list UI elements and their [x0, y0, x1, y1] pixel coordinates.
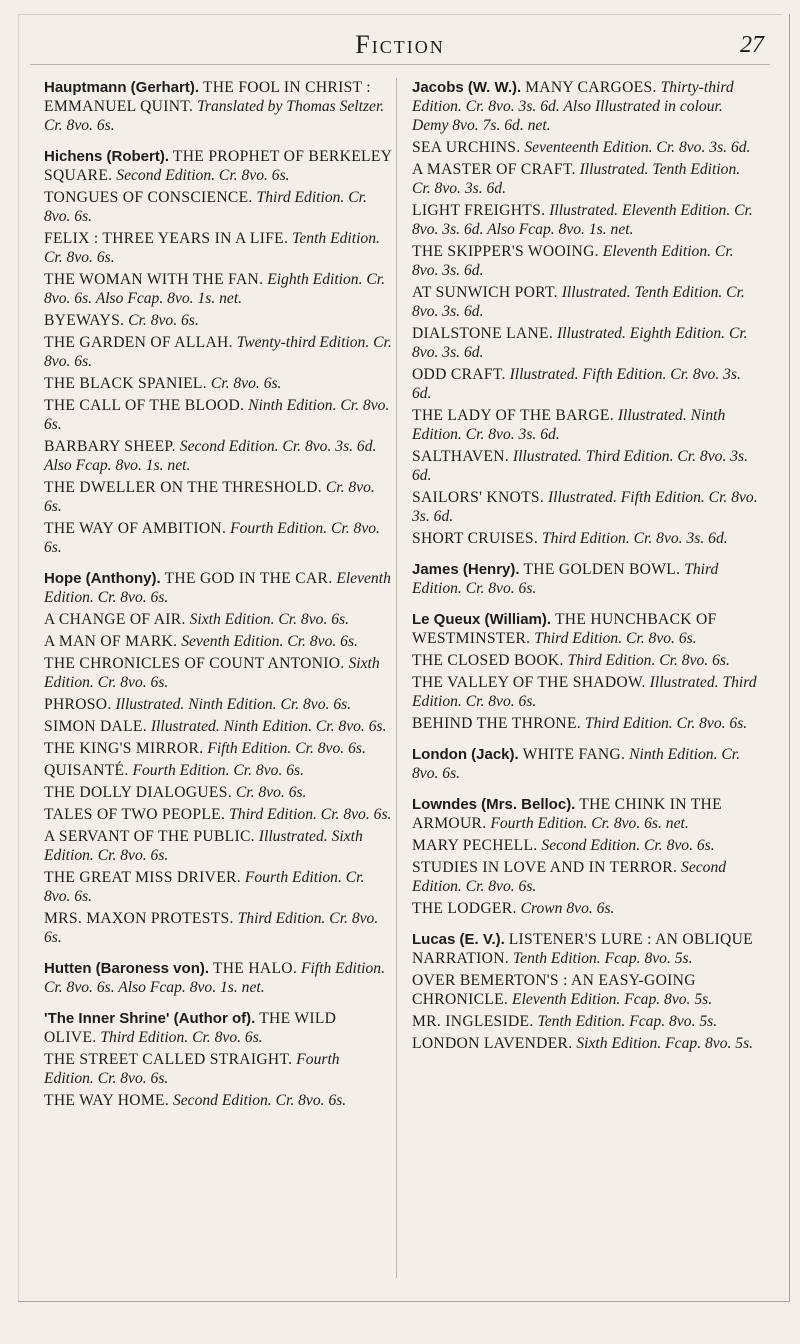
- left-column: [44, 78, 392, 1122]
- book-details: Illustrated. Fifth Edition. Cr. 8vo. 3s. 6d.: [412, 489, 758, 525]
- author-name: Lucas (E. V.).: [412, 931, 505, 948]
- book-title: THE HUNCHBACK OF WESTMINSTER.: [412, 611, 717, 647]
- book-entry: [44, 437, 392, 475]
- header-rule: [30, 64, 770, 65]
- author-name: Le Queux (William).: [412, 611, 552, 628]
- book-entry: [412, 138, 760, 157]
- book-entry: [412, 406, 760, 444]
- book-entry: [44, 478, 392, 516]
- book-entry: [44, 868, 392, 906]
- book-title: THE VALLEY OF THE SHADOW.: [412, 674, 646, 691]
- book-title: THE KING'S MIRROR.: [44, 740, 204, 757]
- book-details: Fourth Edition. Cr. 8vo. 6s.: [44, 520, 380, 556]
- book-details: Crown 8vo. 6s.: [520, 900, 615, 917]
- book-details: Second Edition. Cr. 8vo. 6s.: [116, 167, 290, 184]
- book-details: Second Edition. Cr. 8vo. 6s.: [172, 1092, 347, 1109]
- book-title: LONDON LAVENDER.: [412, 1035, 573, 1052]
- book-title: BARBARY SHEEP.: [44, 438, 176, 455]
- book-entry: [44, 1009, 392, 1047]
- book-details: Cr. 8vo. 6s.: [235, 784, 307, 801]
- book-title: THE CLOSED BOOK.: [412, 652, 564, 669]
- book-details: Ninth Edition. Cr. 8vo. 6s.: [44, 397, 390, 433]
- book-title: FELIX : THREE YEARS IN A LIFE.: [44, 230, 289, 247]
- book-title: THE DWELLER ON THE THRESHOLD.: [44, 479, 322, 496]
- book-title: THE DOLLY DIALOGUES.: [44, 784, 232, 801]
- book-entry: [412, 324, 760, 362]
- right-column: [412, 78, 760, 1065]
- book-entry: [412, 899, 760, 918]
- book-title: WHITE FANG.: [522, 746, 626, 763]
- book-details: Twenty-third Edition. Cr. 8vo. 6s.: [44, 334, 392, 370]
- book-title: THE LADY OF THE BARGE.: [412, 407, 614, 424]
- book-title: AT SUNWICH PORT.: [412, 284, 558, 301]
- book-details: Cr. 8vo. 6s.: [128, 312, 199, 329]
- book-title: ODD CRAFT.: [412, 366, 506, 383]
- book-title: MANY CARGOES.: [525, 79, 657, 96]
- book-entry: [412, 242, 760, 280]
- author-block: [412, 610, 760, 733]
- author-block: [44, 78, 392, 135]
- book-title: SAILORS' KNOTS.: [412, 489, 545, 506]
- book-details: Illustrated. Ninth Edition. Cr. 8vo. 6s.: [150, 718, 387, 735]
- book-title: MRS. MAXON PROTESTS.: [44, 910, 234, 927]
- book-details: Fifth Edition. Cr. 8vo. 6s.: [207, 740, 366, 757]
- book-entry: [412, 971, 760, 1009]
- book-title: A SERVANT OF THE PUBLIC.: [44, 828, 255, 845]
- book-entry: [44, 374, 392, 393]
- book-details: Fourth Edition. Cr. 8vo. 6s. net.: [490, 815, 689, 832]
- book-details: Third Edition. Cr. 8vo. 6s.: [412, 561, 719, 597]
- book-details: Illustrated. Eighth Edition. Cr. 8vo. 3s. 6d.: [412, 325, 748, 361]
- book-title: BYEWAYS.: [44, 312, 125, 329]
- book-title: THE LODGER.: [412, 900, 517, 917]
- book-entry: [412, 78, 760, 135]
- column-divider: [396, 78, 397, 1278]
- book-entry: [44, 1050, 392, 1088]
- book-entry: [412, 365, 760, 403]
- book-entry: [412, 447, 760, 485]
- book-title: THE WAY OF AMBITION.: [44, 520, 227, 537]
- book-title: THE GOLDEN BOWL.: [523, 561, 681, 578]
- book-entry: [44, 739, 392, 758]
- book-entry: [44, 827, 392, 865]
- author-name: 'The Inner Shrine' (Author of).: [44, 1010, 256, 1027]
- book-title: THE CHINK IN THE ARMOUR.: [412, 796, 722, 832]
- book-title: THE WOMAN WITH THE FAN.: [44, 271, 264, 288]
- book-title: SEA URCHINS.: [412, 139, 521, 156]
- book-details: Second Edition. Cr. 8vo. 6s.: [412, 859, 727, 895]
- author-name: Hutten (Baroness von).: [44, 960, 210, 977]
- book-title: THE BLACK SPANIEL.: [44, 375, 207, 392]
- book-entry: [44, 311, 392, 330]
- book-details: Illustrated. Tenth Edition. Cr. 8vo. 3s. 6d.: [412, 161, 741, 197]
- book-details: Illustrated. Third Edition. Cr. 8vo. 3s. 6d.: [412, 448, 748, 484]
- left-border: [18, 14, 19, 1302]
- book-entry: [412, 836, 760, 855]
- book-details: Cr. 8vo. 6s.: [44, 479, 375, 515]
- book-details: Third Edition. Cr. 8vo. 6s.: [44, 910, 379, 946]
- top-border: [18, 14, 782, 15]
- book-entry: [44, 654, 392, 692]
- book-title: THE WAY HOME.: [44, 1092, 170, 1109]
- author-name: James (Henry).: [412, 561, 520, 578]
- author-block: [412, 78, 760, 548]
- book-entry: [44, 909, 392, 947]
- book-title: THE CHRONICLES OF COUNT ANTONIO.: [44, 655, 345, 672]
- book-entry: [412, 201, 760, 239]
- book-entry: [412, 1012, 760, 1031]
- book-title: THE GARDEN OF ALLAH.: [44, 334, 233, 351]
- book-details: Fifth Edition. Cr. 8vo. 6s. Also Fcap. 8vo. 1s. net.: [44, 960, 385, 996]
- book-details: Sixth Edition. Fcap. 8vo. 5s.: [576, 1035, 754, 1052]
- book-entry: [44, 1091, 392, 1110]
- page-header: [0, 30, 800, 62]
- book-entry: [412, 1034, 760, 1053]
- book-entry: [412, 930, 760, 968]
- book-entry: [412, 858, 760, 896]
- author-block: [44, 1009, 392, 1110]
- author-block: [412, 560, 760, 598]
- author-name: Hauptmann (Gerhart).: [44, 79, 200, 96]
- book-details: Third Edition. Cr. 8vo. 6s.: [229, 806, 392, 823]
- page-number: 27: [740, 32, 764, 58]
- book-details: Second Edition. Cr. 8vo. 3s. 6d. Also Fcap. 8vo. 1s. net.: [44, 438, 377, 474]
- book-details: Illustrated. Ninth Edition. Cr. 8vo. 3s. 6d.: [412, 407, 726, 443]
- book-title: A CHANGE OF AIR.: [44, 611, 186, 628]
- book-details: Illustrated. Third Edition. Cr. 8vo. 6s.: [412, 674, 757, 710]
- author-block: [412, 930, 760, 1053]
- book-entry: [44, 695, 392, 714]
- book-entry: [412, 529, 760, 548]
- book-title: THE HALO.: [212, 960, 298, 977]
- book-details: Illustrated. Ninth Edition. Cr. 8vo. 6s.: [115, 696, 352, 713]
- book-title: PHROSO.: [44, 696, 112, 713]
- author-name: Hichens (Robert).: [44, 148, 170, 165]
- book-title: LISTENER'S LURE : AN OBLIQUE NARRATION.: [412, 931, 753, 967]
- author-name: London (Jack).: [412, 746, 519, 763]
- book-details: Eleventh Edition. Fcap. 8vo. 5s.: [512, 991, 713, 1008]
- book-details: Illustrated. Fifth Edition. Cr. 8vo. 3s. 6d.: [412, 366, 741, 402]
- book-details: Tenth Edition. Fcap. 8vo. 5s.: [512, 950, 693, 967]
- book-title: THE STREET CALLED STRAIGHT.: [44, 1051, 293, 1068]
- author-block: [44, 569, 392, 947]
- book-title: A MAN OF MARK.: [44, 633, 178, 650]
- book-entry: [44, 229, 392, 267]
- book-title: BEHIND THE THRONE.: [412, 715, 581, 732]
- book-entry: [44, 959, 392, 997]
- book-title: THE FOOL IN CHRIST : EMMANUEL QUINT.: [44, 79, 371, 115]
- book-title: QUISANTÉ.: [44, 762, 129, 779]
- author-name: Jacobs (W. W.).: [412, 79, 522, 96]
- book-details: Eighth Edition. Cr. 8vo. 6s. Also Fcap. 8vo. 1s. net.: [44, 271, 386, 307]
- book-entry: [412, 714, 760, 733]
- book-details: Third Edition. Cr. 8vo. 3s. 6d.: [541, 530, 728, 547]
- book-details: Translated by Thomas Seltzer. Cr. 8vo. 6s.: [44, 98, 385, 134]
- book-entry: [44, 783, 392, 802]
- book-title: TONGUES OF CONSCIENCE.: [44, 189, 253, 206]
- bottom-border: [18, 1301, 790, 1302]
- book-entry: [44, 761, 392, 780]
- book-details: Ninth Edition. Cr. 8vo. 6s.: [412, 746, 741, 782]
- book-entry: [44, 333, 392, 371]
- book-title: A MASTER OF CRAFT.: [412, 161, 576, 178]
- book-entry: [44, 519, 392, 557]
- book-entry: [412, 488, 760, 526]
- book-entry: [412, 283, 760, 321]
- author-block: [44, 147, 392, 557]
- book-details: Sixth Edition. Cr. 8vo. 6s.: [44, 655, 380, 691]
- author-block: [44, 959, 392, 997]
- book-details: Seventh Edition. Cr. 8vo. 6s.: [181, 633, 358, 650]
- author-name: Hope (Anthony).: [44, 570, 161, 587]
- book-details: Illustrated. Eleventh Edition. Cr. 8vo. 3s. 6d. Also Fcap. 8vo. 1s. net.: [412, 202, 753, 238]
- book-entry: [412, 160, 760, 198]
- book-entry: [44, 569, 392, 607]
- book-entry: [412, 673, 760, 711]
- book-title: SHORT CRUISES.: [412, 530, 539, 547]
- book-details: Eleventh Edition. Cr. 8vo. 3s. 6d.: [412, 243, 734, 279]
- book-entry: [44, 717, 392, 736]
- author-name: Lowndes (Mrs. Belloc).: [412, 796, 576, 813]
- book-entry: [412, 795, 760, 833]
- book-title: OVER BEMERTON'S : AN EASY-GOING CHRONICLE.: [412, 972, 696, 1008]
- book-details: Tenth Edition. Fcap. 8vo. 5s.: [537, 1013, 718, 1030]
- book-details: Third Edition. Cr. 8vo. 6s.: [584, 715, 748, 732]
- book-title: SALTHAVEN.: [412, 448, 510, 465]
- author-block: [412, 795, 760, 918]
- book-details: Seventeenth Edition. Cr. 8vo. 3s. 6d.: [524, 139, 751, 156]
- book-entry: [44, 805, 392, 824]
- author-block: [412, 745, 760, 783]
- book-title: MR. INGLESIDE.: [412, 1013, 534, 1030]
- book-details: Eleventh Edition. Cr. 8vo. 6s.: [44, 570, 391, 606]
- book-details: Second Edition. Cr. 8vo. 6s.: [541, 837, 715, 854]
- book-entry: [412, 610, 760, 648]
- book-title: THE GOD IN THE CAR.: [164, 570, 333, 587]
- page-title: Fiction: [355, 30, 445, 59]
- book-details: Thirty-third Edition. Cr. 8vo. 3s. 6d. Also Illustrated in colour. Demy 8vo. 7s. 6d. net.: [412, 79, 734, 134]
- book-entry: [44, 632, 392, 651]
- book-title: LIGHT FREIGHTS.: [412, 202, 546, 219]
- book-details: Third Edition. Cr. 8vo. 6s.: [44, 189, 367, 225]
- book-details: Illustrated. Sixth Edition. Cr. 8vo. 6s.: [44, 828, 363, 864]
- book-title: THE CALL OF THE BLOOD.: [44, 397, 245, 414]
- book-details: Third Edition. Cr. 8vo. 6s.: [534, 630, 697, 647]
- book-title: THE GREAT MISS DRIVER.: [44, 869, 241, 886]
- book-title: STUDIES IN LOVE AND IN TERROR.: [412, 859, 678, 876]
- book-title: DIALSTONE LANE.: [412, 325, 554, 342]
- book-entry: [412, 651, 760, 670]
- book-details: Cr. 8vo. 6s.: [210, 375, 282, 392]
- book-details: Third Edition. Cr. 8vo. 6s.: [100, 1029, 263, 1046]
- book-entry: [44, 147, 392, 185]
- book-details: Sixth Edition. Cr. 8vo. 6s.: [189, 611, 350, 628]
- book-title: MARY PECHELL.: [412, 837, 538, 854]
- book-title: THE SKIPPER'S WOOING.: [412, 243, 599, 260]
- right-border: [789, 14, 790, 1302]
- book-title: THE WILD OLIVE.: [44, 1010, 337, 1046]
- book-details: Third Edition. Cr. 8vo. 6s.: [567, 652, 730, 669]
- book-entry: [44, 78, 392, 135]
- book-entry: [44, 188, 392, 226]
- book-entry: [44, 610, 392, 629]
- book-title: TALES OF TWO PEOPLE.: [44, 806, 226, 823]
- book-entry: [44, 270, 392, 308]
- book-details: Tenth Edition. Cr. 8vo. 6s.: [44, 230, 380, 266]
- book-title: SIMON DALE.: [44, 718, 147, 735]
- book-details: Fourth Edition. Cr. 8vo. 6s.: [44, 1051, 340, 1087]
- book-entry: [412, 560, 760, 598]
- book-details: Fourth Edition. Cr. 8vo. 6s.: [132, 762, 305, 779]
- book-title: THE PROPHET OF BERKELEY SQUARE.: [44, 148, 392, 184]
- book-entry: [412, 745, 760, 783]
- book-details: Illustrated. Tenth Edition. Cr. 8vo. 3s. 6d.: [412, 284, 745, 320]
- book-entry: [44, 396, 392, 434]
- book-details: Fourth Edition. Cr. 8vo. 6s.: [44, 869, 365, 905]
